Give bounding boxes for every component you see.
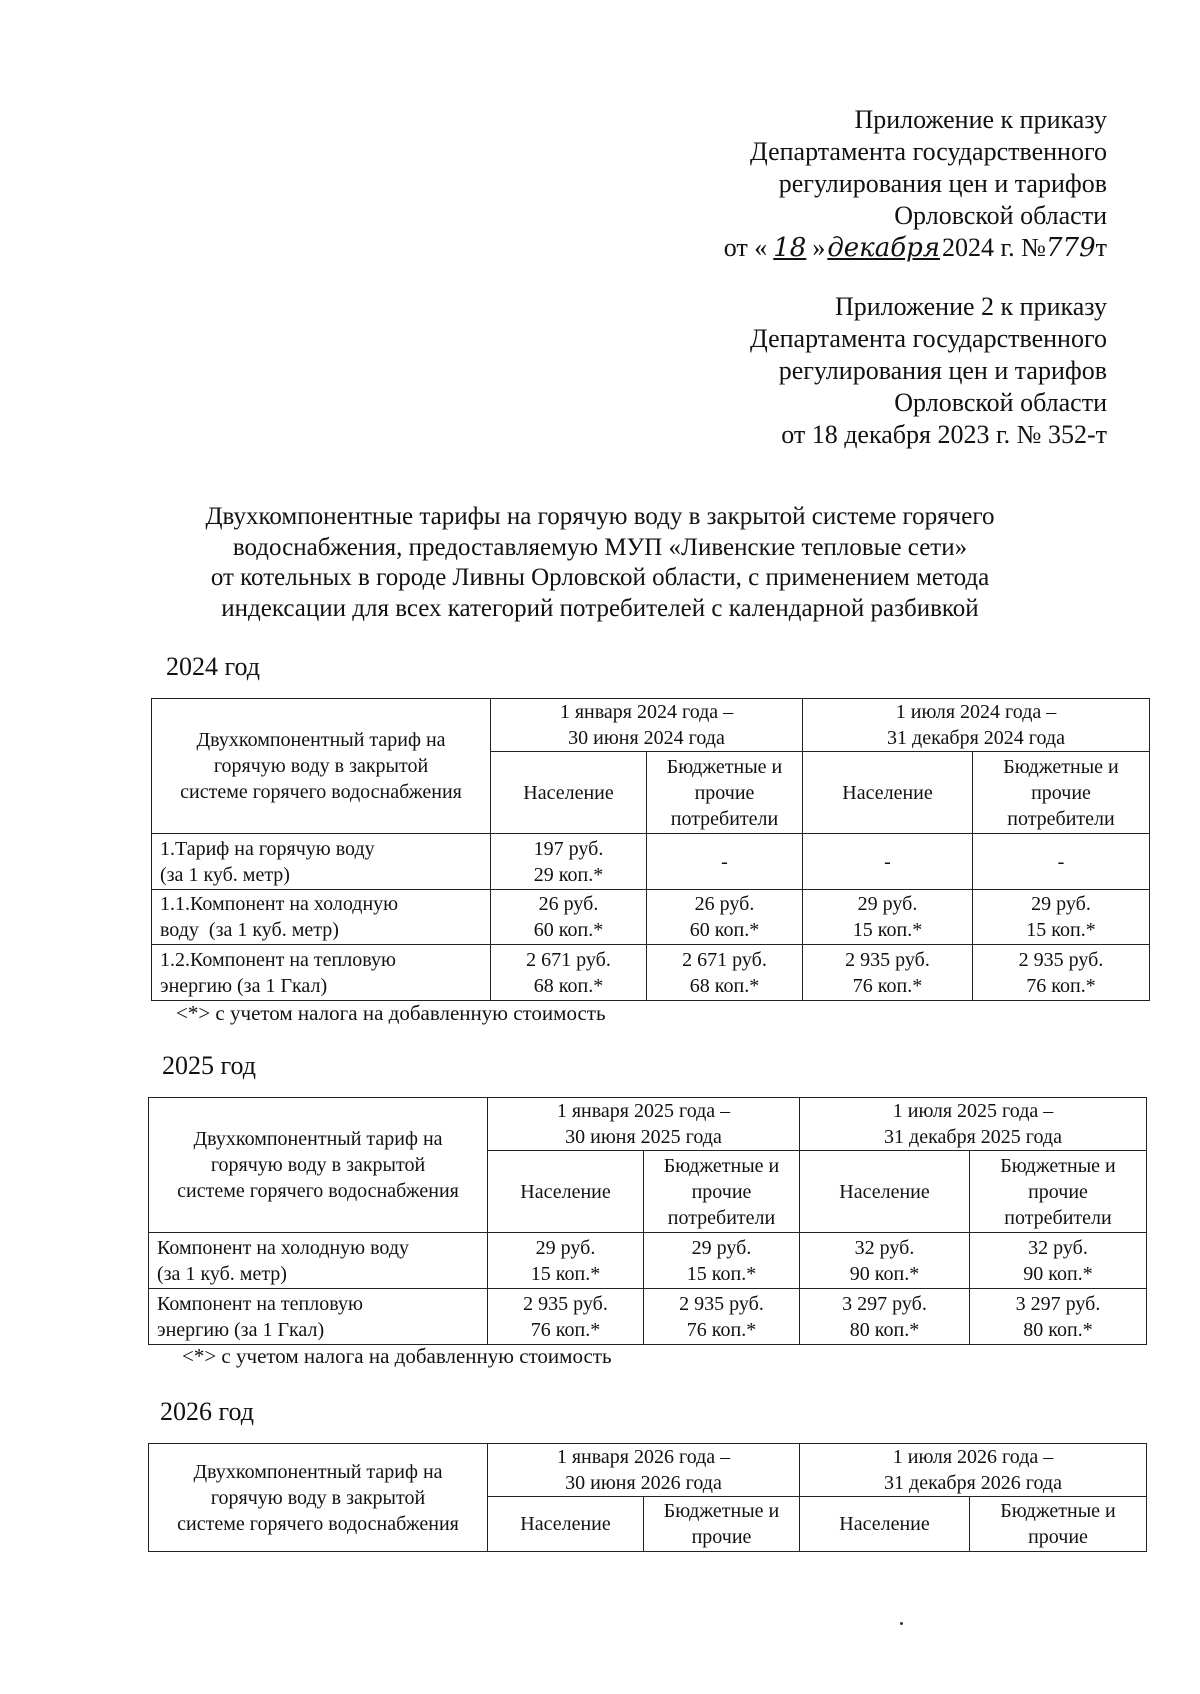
budget-line: Бюджетные и xyxy=(666,755,783,778)
header-tariff-label xyxy=(149,1098,488,1233)
header-label-line: системе горячего водоснабжения xyxy=(180,781,462,803)
header-label-line: Двухкомпонентный тариф на xyxy=(193,1128,443,1150)
cell-kop: 15 коп.* xyxy=(852,919,923,941)
appendix-line: Департамента государственного xyxy=(750,137,1107,166)
row-label-line: 1.Тариф на горячую воду xyxy=(160,837,375,860)
tariff-cell xyxy=(970,1289,1147,1345)
title-line: Двухкомпонентные тарифы на горячую воду в закрытой системе горячего xyxy=(205,503,995,530)
cell-kop: 80 коп.* xyxy=(1023,1318,1093,1341)
document-title xyxy=(150,502,1050,624)
cell-rub: 29 руб. xyxy=(857,893,918,915)
row-label-line: энергию (за 1 Гкал) xyxy=(157,1318,325,1341)
budget-line: прочие xyxy=(1031,781,1091,804)
appendix-line: Орловской области xyxy=(894,388,1107,417)
header-period-first-half xyxy=(491,699,803,752)
cell-rub: 2 935 руб. xyxy=(845,948,930,971)
title-line: индексации для всех категорий потребителей с календарной разбивкой xyxy=(221,594,979,622)
tariff-cell xyxy=(488,1233,644,1289)
header-population: Население xyxy=(488,1151,644,1233)
budget-line: Бюджетные и xyxy=(663,1154,780,1177)
period-line: 1 июля 2024 года – xyxy=(895,701,1057,723)
cell-rub: 32 руб. xyxy=(854,1236,915,1259)
row-label xyxy=(149,1233,488,1289)
vat-note: <*> с учетом налога на добавленную стоимость xyxy=(182,1344,612,1368)
cell-rub: 2 935 руб. xyxy=(1018,948,1104,971)
header-label-line: Двухкомпонентный тариф на xyxy=(193,1460,443,1483)
date-number: 779 xyxy=(1045,233,1096,263)
row-label-line: (за 1 куб. метр) xyxy=(160,863,290,886)
tariff-table-2026 xyxy=(148,1443,1147,1552)
row-label xyxy=(152,834,491,890)
date-month: декабря xyxy=(827,233,940,263)
tariff-cell xyxy=(803,834,973,890)
date-suffix: т xyxy=(1095,233,1107,262)
period-line: 31 декабря 2026 года xyxy=(884,1472,1062,1494)
tariff-cell xyxy=(973,834,1150,890)
cell-kop: 60 коп.* xyxy=(689,919,760,941)
header-period-first-half xyxy=(488,1098,800,1151)
table-row xyxy=(149,1289,1147,1345)
header-label-line: горячую воду в закрытой xyxy=(210,1486,426,1509)
appendix-header-previous xyxy=(750,291,1107,451)
row-label xyxy=(149,1289,488,1345)
tariff-cell xyxy=(973,945,1150,1001)
period-line: 30 июня 2024 года xyxy=(568,727,725,749)
appendix-header-current xyxy=(724,104,1107,264)
title-line: водоснабжения, предоставляемую МУП «Ливенские тепловые сети» xyxy=(232,533,968,561)
header-period-first-half xyxy=(488,1444,800,1497)
tariff-cell xyxy=(644,1289,800,1345)
budget-line: потребители xyxy=(670,807,779,830)
budget-line: прочие xyxy=(691,1180,752,1203)
cell-rub: 3 297 руб. xyxy=(1015,1292,1101,1315)
year-heading-2026: 2026 год xyxy=(160,1397,254,1426)
cell-rub: 2 935 руб. xyxy=(523,1292,608,1315)
header-population: Население xyxy=(800,1151,970,1233)
period-line: 1 января 2025 года – xyxy=(556,1100,731,1122)
year-heading-2024: 2024 год xyxy=(166,652,260,681)
header-budget xyxy=(973,752,1150,834)
cell-kop: 15 коп.* xyxy=(530,1262,601,1285)
header-population: Население xyxy=(491,752,647,834)
row-label-line: воду (за 1 куб. метр) xyxy=(160,919,339,941)
tariff-cell xyxy=(973,890,1150,945)
tariff-cell xyxy=(491,834,647,890)
period-line: 1 января 2026 года – xyxy=(556,1446,731,1468)
header-population: Население xyxy=(800,1497,970,1552)
row-label-line: Компонент на тепловую xyxy=(157,1292,363,1315)
period-line: 1 января 2024 года – xyxy=(559,701,734,723)
tariff-cell xyxy=(644,1233,800,1289)
header-population: Население xyxy=(803,752,973,834)
period-line: 1 июля 2026 года – xyxy=(892,1446,1054,1468)
cell-kop: 68 коп.* xyxy=(533,974,604,997)
budget-line: прочие xyxy=(694,781,755,804)
budget-line: Бюджетные и xyxy=(1000,1154,1116,1177)
cell-rub: 2 935 руб. xyxy=(679,1292,764,1315)
cell-rub: 2 671 руб. xyxy=(526,948,611,971)
row-label-line: 1.1.Компонент на холодную xyxy=(160,893,399,915)
cell-rub: 2 671 руб. xyxy=(682,948,767,971)
budget-line: прочие xyxy=(1028,1526,1088,1548)
budget-line: Бюджетные и xyxy=(1000,1500,1116,1522)
tariff-cell xyxy=(800,1289,970,1345)
tariff-cell xyxy=(491,890,647,945)
budget-line: потребители xyxy=(667,1206,776,1229)
tariff-cell xyxy=(647,834,803,890)
cell-kop: 15 коп.* xyxy=(686,1262,757,1285)
tariff-cell xyxy=(970,1233,1147,1289)
cell-dash: - xyxy=(1057,850,1065,873)
appendix-line: от 18 декабря 2023 г. № 352-т xyxy=(781,420,1107,449)
cell-rub: 29 руб. xyxy=(691,1236,752,1259)
cell-kop: 68 коп.* xyxy=(689,974,760,997)
cell-kop: 90 коп.* xyxy=(1023,1262,1093,1285)
date-mid: » xyxy=(812,233,826,262)
header-tariff-label xyxy=(149,1444,488,1552)
header-budget xyxy=(970,1497,1147,1552)
header-budget xyxy=(644,1151,800,1233)
tariff-cell xyxy=(803,890,973,945)
cell-rub: 197 руб. xyxy=(533,837,604,860)
year-heading-2025: 2025 год xyxy=(162,1051,256,1080)
cell-kop: 76 коп.* xyxy=(530,1318,601,1341)
header-period-second-half xyxy=(800,1098,1147,1151)
appendix-line: Приложение к приказу xyxy=(854,105,1107,134)
row-label-line: 1.2.Компонент на тепловую xyxy=(160,948,396,971)
appendix-line: Департамента государственного xyxy=(750,324,1107,353)
tariff-cell xyxy=(803,945,973,1001)
cell-rub: 29 руб. xyxy=(535,1236,596,1259)
cell-rub: 32 руб. xyxy=(1028,1236,1088,1259)
date-prefix: от « xyxy=(723,233,768,262)
header-label-line: горячую воду в закрытой xyxy=(213,755,429,777)
header-label-line: системе горячего водоснабжения xyxy=(177,1180,459,1202)
budget-line: прочие xyxy=(691,1526,752,1548)
budget-line: потребители xyxy=(1007,807,1115,830)
period-line: 31 декабря 2025 года xyxy=(884,1126,1062,1148)
period-line: 30 июня 2025 года xyxy=(565,1126,722,1148)
budget-line: Бюджетные и xyxy=(663,1500,780,1522)
tariff-cell xyxy=(491,945,647,1001)
header-period-second-half xyxy=(800,1444,1147,1497)
cell-dash: - xyxy=(884,850,891,873)
tariff-cell xyxy=(647,945,803,1001)
budget-line: потребители xyxy=(1004,1206,1112,1229)
tariff-cell xyxy=(800,1233,970,1289)
cell-rub: 26 руб. xyxy=(694,893,755,915)
row-label xyxy=(152,945,491,1001)
cell-kop: 80 коп.* xyxy=(849,1318,920,1341)
cell-kop: 76 коп.* xyxy=(852,974,923,997)
tariff-cell xyxy=(647,890,803,945)
tariff-table-2024 xyxy=(151,698,1150,1001)
header-budget xyxy=(970,1151,1147,1233)
cell-kop: 76 коп.* xyxy=(1026,974,1096,997)
row-label-line: (за 1 куб. метр) xyxy=(157,1262,287,1285)
cell-kop: 90 коп.* xyxy=(849,1262,920,1285)
table-row xyxy=(152,945,1150,1001)
header-label-line: системе горячего водоснабжения xyxy=(177,1512,459,1535)
cell-kop: 60 коп.* xyxy=(533,919,604,941)
row-label-line: энергию (за 1 Гкал) xyxy=(160,974,328,997)
cell-rub: 26 руб. xyxy=(538,893,599,915)
period-line: 31 декабря 2024 года xyxy=(887,727,1065,749)
header-population: Население xyxy=(488,1497,644,1552)
header-budget xyxy=(644,1497,800,1552)
cell-dash: - xyxy=(721,850,728,873)
header-budget xyxy=(647,752,803,834)
appendix-date-line xyxy=(724,232,1107,264)
cell-rub: 29 руб. xyxy=(1031,893,1091,915)
period-line: 30 июня 2026 года xyxy=(565,1472,722,1494)
budget-line: прочие xyxy=(1028,1180,1088,1203)
vat-note: <*> с учетом налога на добавленную стоимость xyxy=(176,1001,606,1025)
scan-speck xyxy=(900,1622,903,1625)
header-label-line: Двухкомпонентный тариф на xyxy=(196,729,446,751)
appendix-line: Орловской области xyxy=(894,201,1107,230)
budget-line: Бюджетные и xyxy=(1003,755,1119,778)
header-period-second-half xyxy=(803,699,1150,752)
header-label-line: горячую воду в закрытой xyxy=(210,1154,426,1176)
table-row xyxy=(149,1233,1147,1289)
date-day: 18 xyxy=(773,233,807,263)
appendix-line: Приложение 2 к приказу xyxy=(834,292,1107,321)
header-tariff-label xyxy=(152,699,491,834)
table-row xyxy=(152,834,1150,890)
cell-kop: 29 коп.* xyxy=(533,863,604,886)
table-row xyxy=(152,890,1150,945)
cell-rub: 3 297 руб. xyxy=(842,1292,927,1315)
row-label-line: Компонент на холодную воду xyxy=(157,1236,410,1259)
period-line: 1 июля 2025 года – xyxy=(892,1100,1054,1122)
row-label xyxy=(152,890,491,945)
appendix-line: регулирования цен и тарифов xyxy=(778,356,1107,385)
cell-kop: 15 коп.* xyxy=(1026,919,1096,941)
title-line: от котельных в городе Ливны Орловской области, с применением метода xyxy=(210,564,990,591)
appendix-line: регулирования цен и тарифов xyxy=(778,169,1107,198)
tariff-table-2025 xyxy=(148,1097,1147,1345)
cell-kop: 76 коп.* xyxy=(686,1318,757,1341)
date-year: 2024 г. № xyxy=(941,233,1046,262)
tariff-cell xyxy=(488,1289,644,1345)
